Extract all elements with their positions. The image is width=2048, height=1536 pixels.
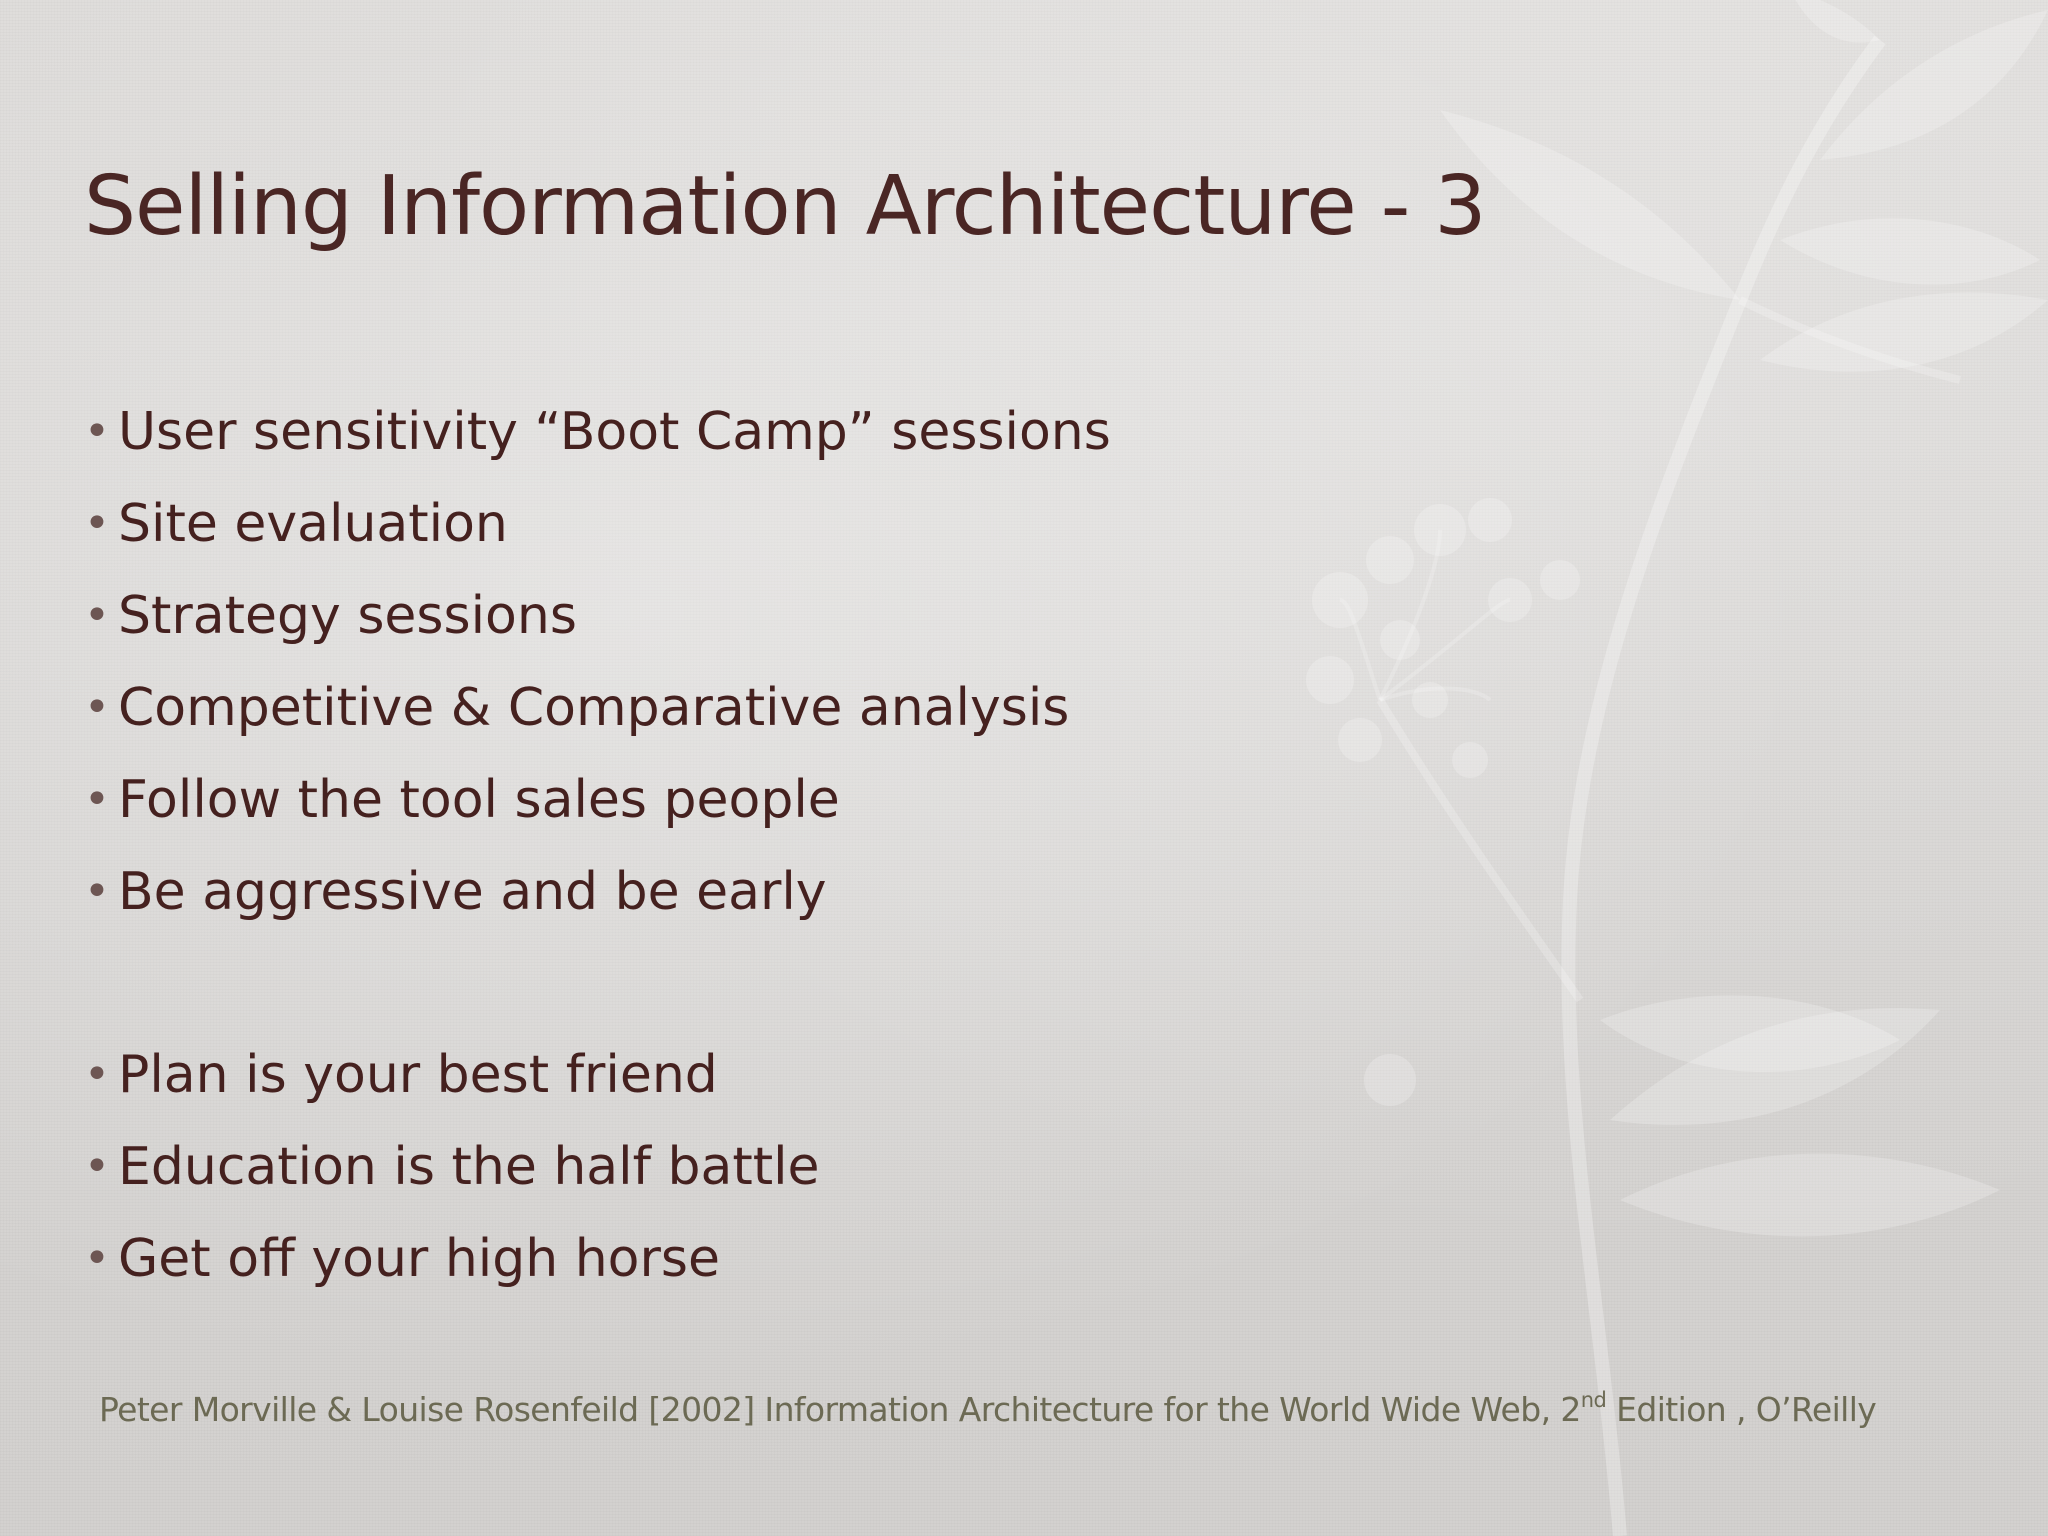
bullet-text: Plan is your best friend bbox=[118, 1045, 718, 1105]
bullet-icon: • bbox=[84, 1141, 110, 1192]
citation-text: Peter Morville & Louise Rosenfeild [2002] Information Architecture for the World Wide Web, 2 bbox=[99, 1390, 1581, 1429]
bullet-icon: • bbox=[84, 590, 110, 641]
citation-text-end: Edition , O’Reilly bbox=[1606, 1390, 1877, 1429]
bullet-text: Strategy sessions bbox=[118, 586, 577, 646]
list-item bbox=[84, 1229, 720, 1289]
list-item bbox=[84, 586, 577, 646]
bullet-text: Education is the half battle bbox=[118, 1137, 820, 1197]
citation-footer bbox=[99, 1388, 1877, 1429]
slide-title: Selling Information Architecture - 3 bbox=[84, 159, 1486, 254]
bullet-icon: • bbox=[84, 866, 110, 917]
bullet-icon: • bbox=[84, 498, 110, 549]
list-item bbox=[84, 770, 840, 830]
bullet-icon: • bbox=[84, 774, 110, 825]
bullet-text: Competitive & Comparative analysis bbox=[118, 678, 1070, 738]
bullet-text: Get off your high horse bbox=[118, 1229, 720, 1289]
bullet-icon: • bbox=[84, 682, 110, 733]
bullet-text: Site evaluation bbox=[118, 494, 508, 554]
bullet-text: Be aggressive and be early bbox=[118, 862, 827, 922]
bullet-icon: • bbox=[84, 1049, 110, 1100]
bullet-icon: • bbox=[84, 1233, 110, 1284]
bullet-icon: • bbox=[84, 406, 110, 457]
list-item bbox=[84, 1045, 718, 1105]
list-item bbox=[84, 862, 827, 922]
bullet-text: User sensitivity “Boot Camp” sessions bbox=[118, 402, 1111, 462]
list-item bbox=[84, 402, 1111, 462]
list-item bbox=[84, 494, 508, 554]
citation-superscript: nd bbox=[1580, 1388, 1607, 1412]
bullet-text: Follow the tool sales people bbox=[118, 770, 840, 830]
list-item bbox=[84, 678, 1070, 738]
list-item bbox=[84, 1137, 820, 1197]
